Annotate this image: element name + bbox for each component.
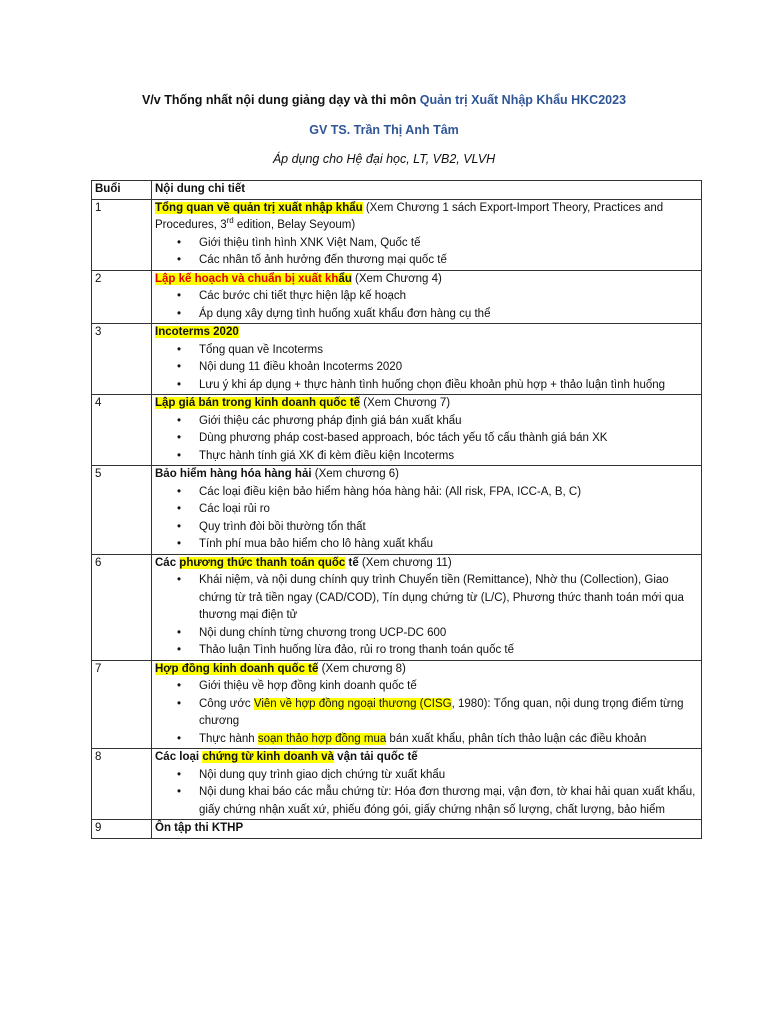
- list-item: • Giới thiệu các phương pháp định giá bán xuất khẩu: [199, 413, 698, 431]
- table-row: [92, 660, 702, 749]
- session-number: 3: [92, 324, 152, 395]
- list-item: • Các loại điều kiện bảo hiểm hàng hóa hàng hải: (All risk, FPA, ICC-A, B, C): [199, 484, 698, 502]
- session-title-prefix: Các: [155, 556, 180, 569]
- session-title-prefix: Các loại: [155, 751, 203, 763]
- table-row: [92, 324, 702, 395]
- session-note: (Xem chương 11): [358, 556, 452, 569]
- highlighted-text: soạn thảo hợp đồng mua: [257, 732, 387, 745]
- table-row: [92, 554, 702, 660]
- lecturer-name: GV TS. Trần Thị Anh Tâm: [309, 123, 459, 137]
- session-title: phương thức thanh toán quốc: [179, 556, 346, 569]
- list-item: • Giới thiệu về hợp đồng kinh doanh quốc tế: [199, 678, 698, 696]
- session-title: Lập giá bán trong kinh doanh quốc tế: [155, 397, 361, 409]
- column-header-session: Buổi: [92, 181, 152, 200]
- session-detail: [152, 749, 702, 820]
- table-row: [92, 749, 702, 820]
- list-item: • Thảo luận Tình huống lừa đảo, rủi ro trong thanh toán quốc tế: [199, 642, 698, 660]
- list-item: • Quy trình đòi bồi thường tổn thất: [199, 519, 698, 537]
- list-item: • Nội dung chính từng chương trong UCP-DC 600: [199, 625, 698, 643]
- bullet-list: [155, 572, 698, 660]
- table-header-row: [92, 181, 702, 200]
- session-title: Ôn tập thi KTHP: [155, 822, 244, 834]
- list-item: • Áp dụng xây dựng tình huống xuất khẩu đơn hàng cụ thể: [199, 306, 698, 324]
- list-item: • Các loại rủi ro: [199, 501, 698, 519]
- session-number: 7: [92, 660, 152, 749]
- session-detail: [152, 820, 702, 839]
- session-detail: [152, 270, 702, 324]
- session-number: 5: [92, 466, 152, 555]
- list-item: • Dùng phương pháp cost-based approach, bóc tách yếu tố cấu thành giá bán XK: [199, 430, 698, 448]
- session-detail: [152, 395, 702, 466]
- applicable-programs: Áp dụng cho Hệ đại học, LT, VB2, VLVH: [272, 152, 496, 166]
- list-item: • Các bước chi tiết thực hiện lập kế hoạch: [199, 288, 698, 306]
- session-title-end: vận tải quốc tế: [333, 751, 418, 763]
- session-number: 1: [92, 199, 152, 270]
- list-item: • Nội dung khai báo các mẫu chứng từ: Hóa đơn thương mại, vận đơn, tờ khai hải quan xuất khẩu, giấy chứng nhận xuất xứ, phiếu đóng gói, giấy chứng nhận số lượng, chất lượng, bảo hiểm: [199, 784, 698, 819]
- list-item: • Các nhân tố ảnh hưởng đến thương mại quốc tế: [199, 252, 698, 270]
- session-detail: [152, 466, 702, 555]
- list-item: • Lưu ý khi áp dụng + thực hành tình huống chọn điều khoản phù hợp + thảo luận tình huống: [199, 377, 698, 395]
- session-title-end: ẩu: [338, 272, 352, 285]
- table-row: [92, 395, 702, 466]
- document-subject: [0, 93, 768, 107]
- subject-prefix: V/v Thống nhất nội dung giảng dạy và thi môn: [141, 93, 420, 107]
- list-item: • Nội dung 11 điều khoản Incoterms 2020: [199, 359, 698, 377]
- bullet-list: [155, 342, 698, 395]
- table-row: [92, 270, 702, 324]
- list-item: • Nội dung quy trình giao dịch chứng từ xuất khẩu: [199, 767, 698, 785]
- list-item: • Thực hành tính giá XK đi kèm điều kiện Incoterms: [199, 448, 698, 466]
- session-number: 2: [92, 270, 152, 324]
- session-note: (Xem Chương 4): [351, 272, 442, 285]
- session-detail: [152, 199, 702, 270]
- session-title: Lập kế hoạch và chuẩn bị xuất kh: [155, 272, 339, 285]
- list-item: • Giới thiệu tình hình XNK Việt Nam, Quốc tế: [199, 235, 698, 253]
- session-number: 4: [92, 395, 152, 466]
- syllabus-table: [91, 180, 702, 839]
- course-name: Quản trị Xuất Nhập Khẩu HKC2023: [419, 93, 627, 107]
- session-title: Tổng quan về quản trị xuất nhập khẩu: [155, 201, 363, 214]
- session-detail: [152, 660, 702, 749]
- session-number: 8: [92, 749, 152, 820]
- bullet-list: [155, 235, 698, 270]
- list-item: • Công ước Viên về hợp đồng ngoại thương (CISG, 1980): Tổng quan, nội dung trọng điểm từng chương: [199, 696, 698, 731]
- session-title: Hợp đồng kinh doanh quốc tế: [155, 662, 319, 675]
- list-item: • Thực hành soạn thảo hợp đồng mua bán xuất khẩu, phân tích thảo luận các điều khoản: [199, 731, 698, 749]
- session-title: Incoterms 2020: [155, 326, 239, 338]
- session-note: (Xem Chương 7): [360, 397, 451, 409]
- bullet-list: [155, 678, 698, 748]
- session-note: (Xem Chương 1 sách Export-Import Theory, Practices and Procedures, 3rd edition, Belay Seyoum): [155, 201, 664, 231]
- session-note: (Xem chương 6): [311, 468, 400, 480]
- table-row: [92, 199, 702, 270]
- column-header-detail: Nội dung chi tiết: [152, 181, 702, 200]
- session-detail: [152, 554, 702, 660]
- bullet-list: [155, 413, 698, 466]
- table-row: [92, 466, 702, 555]
- bullet-list: [155, 484, 698, 554]
- session-number: 6: [92, 554, 152, 660]
- table-row: [92, 820, 702, 839]
- session-detail: [152, 324, 702, 395]
- session-title-end: tế: [345, 556, 359, 569]
- session-title: Bảo hiểm hàng hóa hàng hải: [155, 468, 312, 480]
- session-note: (Xem chương 8): [318, 662, 406, 675]
- list-item: • Tổng quan về Incoterms: [199, 342, 698, 360]
- bullet-list: [155, 767, 698, 820]
- session-title: chứng từ kinh doanh và: [202, 751, 334, 763]
- list-item: • Khái niệm, và nội dung chính quy trình Chuyển tiền (Remittance), Nhờ thu (Collection), Giao chứng từ trả tiền ngay (CAD/COD), Tín dụng chứng từ (L/C), Phương thức thanh toán mới qua thương mại điện tử: [199, 572, 698, 625]
- session-number: 9: [92, 820, 152, 839]
- highlighted-text: Viên về hợp đồng ngoại thương (CISG: [253, 697, 452, 710]
- bullet-list: [155, 288, 698, 323]
- list-item: • Tính phí mua bảo hiểm cho lô hàng xuất khẩu: [199, 536, 698, 554]
